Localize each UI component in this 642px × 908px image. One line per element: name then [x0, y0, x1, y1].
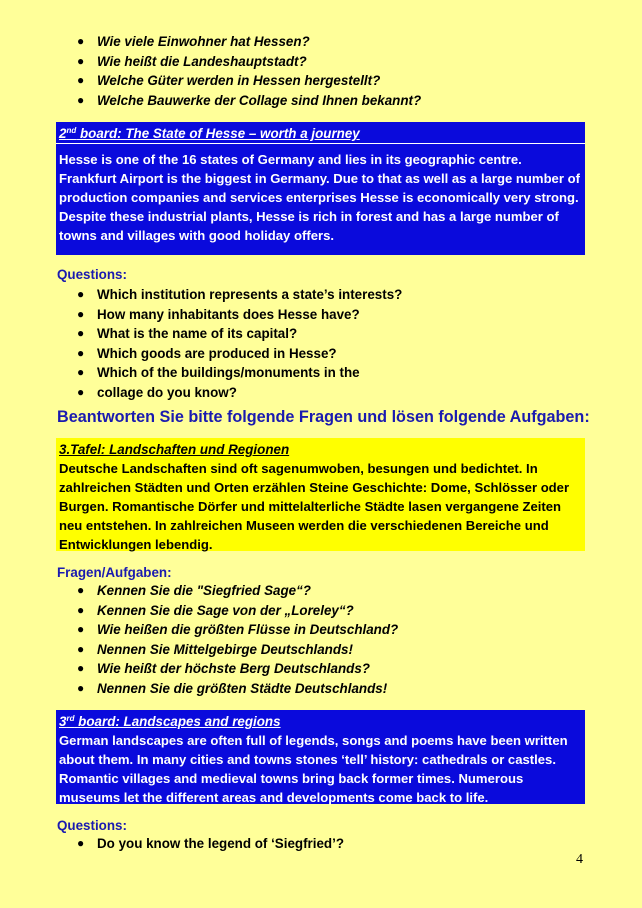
questions-english-list	[57, 285, 402, 402]
list-item: ● Which goods are produced in Hesse?	[57, 344, 402, 364]
list-item: ● Nennen Sie Mittelgebirge Deutschlands!	[57, 640, 398, 660]
bullet-icon: ●	[77, 73, 85, 87]
bullet-icon: ●	[77, 306, 85, 321]
list-item: ● Do you know the legend of ‘Siegfried’?	[57, 834, 344, 854]
list-item: ● Wie heißt der höchste Berg Deutschlands?	[57, 659, 398, 679]
bullet-icon: ●	[77, 602, 85, 617]
board2-english-text: Hesse is one of the 16 states of Germany and lies in its geographic centre. Frankfurt Airport is the biggest in Germany. Due to that as well as a large number of production companies and services enterprises Hesse is economically very strong. Despite these industrial plants, Hesse is rich in forest and has a large number of towns and villages with good holiday offers.	[59, 152, 580, 243]
board2-english-title: 2nd board: The State of Hesse – worth a journey	[59, 126, 360, 141]
bullet-icon: ●	[77, 345, 85, 360]
questions-heading: Questions:	[57, 818, 127, 833]
board3-english-title: 3rd board: Landscapes and regions	[59, 714, 281, 729]
board3-german-title: 3.Tafel: Landschaften und Regionen	[59, 442, 290, 457]
title-divider	[56, 143, 585, 144]
top-question-list	[57, 32, 421, 110]
fragen-heading: Fragen/Aufgaben:	[57, 565, 172, 580]
list-item: ● Wie heißen die größten Flüsse in Deutschland?	[57, 620, 398, 640]
list-item: ● What is the name of its capital?	[57, 324, 402, 344]
board3-english-text: German landscapes are often full of legends, songs and poems have been written about them. In many cities and towns stones ‘tell’ history: cathedrals or castles. Romantic villages and medieval towns bring back former times. Numerous museums let the different areas and developments come back to life.	[59, 733, 568, 805]
bullet-icon: ●	[77, 34, 85, 48]
questions-english-list-2	[57, 834, 344, 854]
bullet-icon: ●	[77, 365, 85, 379]
list-item: ● Kennen Sie die "Siegfried Sage“?	[57, 581, 398, 601]
section-heading: Beantworten Sie bitte folgende Fragen und lösen folgende Aufgaben:	[57, 408, 590, 426]
list-item: ● How many inhabitants does Hesse have?	[57, 305, 402, 325]
list-item: ● Wie viele Einwohner hat Hessen?	[57, 32, 421, 52]
board3-german-box	[56, 438, 585, 551]
list-item: ● Welche Bauwerke der Collage sind Ihnen bekannt?	[57, 91, 421, 111]
bullet-icon: ●	[77, 661, 85, 675]
list-item: ● Which of the buildings/monuments in the	[57, 363, 402, 383]
bullet-icon: ●	[77, 641, 85, 656]
bullet-icon: ●	[77, 680, 85, 695]
page-number: 4	[576, 852, 583, 867]
board2-english-box	[56, 122, 585, 255]
bullet-icon: ●	[77, 622, 85, 636]
bullet-icon: ●	[77, 53, 85, 68]
list-item: ● Kennen Sie die Sage von der „Loreley“?	[57, 601, 398, 621]
bullet-icon: ●	[77, 92, 85, 107]
questions-heading: Questions:	[57, 267, 127, 282]
list-item: ● Wie heißt die Landeshauptstadt?	[57, 52, 421, 72]
fragen-list	[57, 581, 398, 698]
list-item: ● Which institution represents a state’s interests?	[57, 285, 402, 305]
bullet-icon: ●	[77, 326, 85, 340]
board3-german-text: Deutsche Landschaften sind oft sagenumwoben, besungen und bedichtet. In zahlreichen Städten und Orten erzählen Steine Geschichte: Dome, Schlösser oder Burgen. Romantische Dörfer und mittelalterliche Städte lasen vergangene Zeiten neu entstehen. In zahlreichen Museen werden die verschiedenen Bereiche und Entwicklungen lebendig.	[59, 461, 570, 552]
bullet-icon: ●	[77, 287, 85, 301]
bullet-icon: ●	[77, 583, 85, 597]
board3-english-box	[56, 710, 585, 804]
bullet-icon: ●	[77, 384, 85, 399]
list-item: ● Nennen Sie die größten Städte Deutschlands!	[57, 679, 398, 699]
list-item: ● Welche Güter werden in Hessen hergestellt?	[57, 71, 421, 91]
bullet-icon: ●	[77, 836, 85, 850]
list-item: ● collage do you know?	[57, 383, 402, 403]
